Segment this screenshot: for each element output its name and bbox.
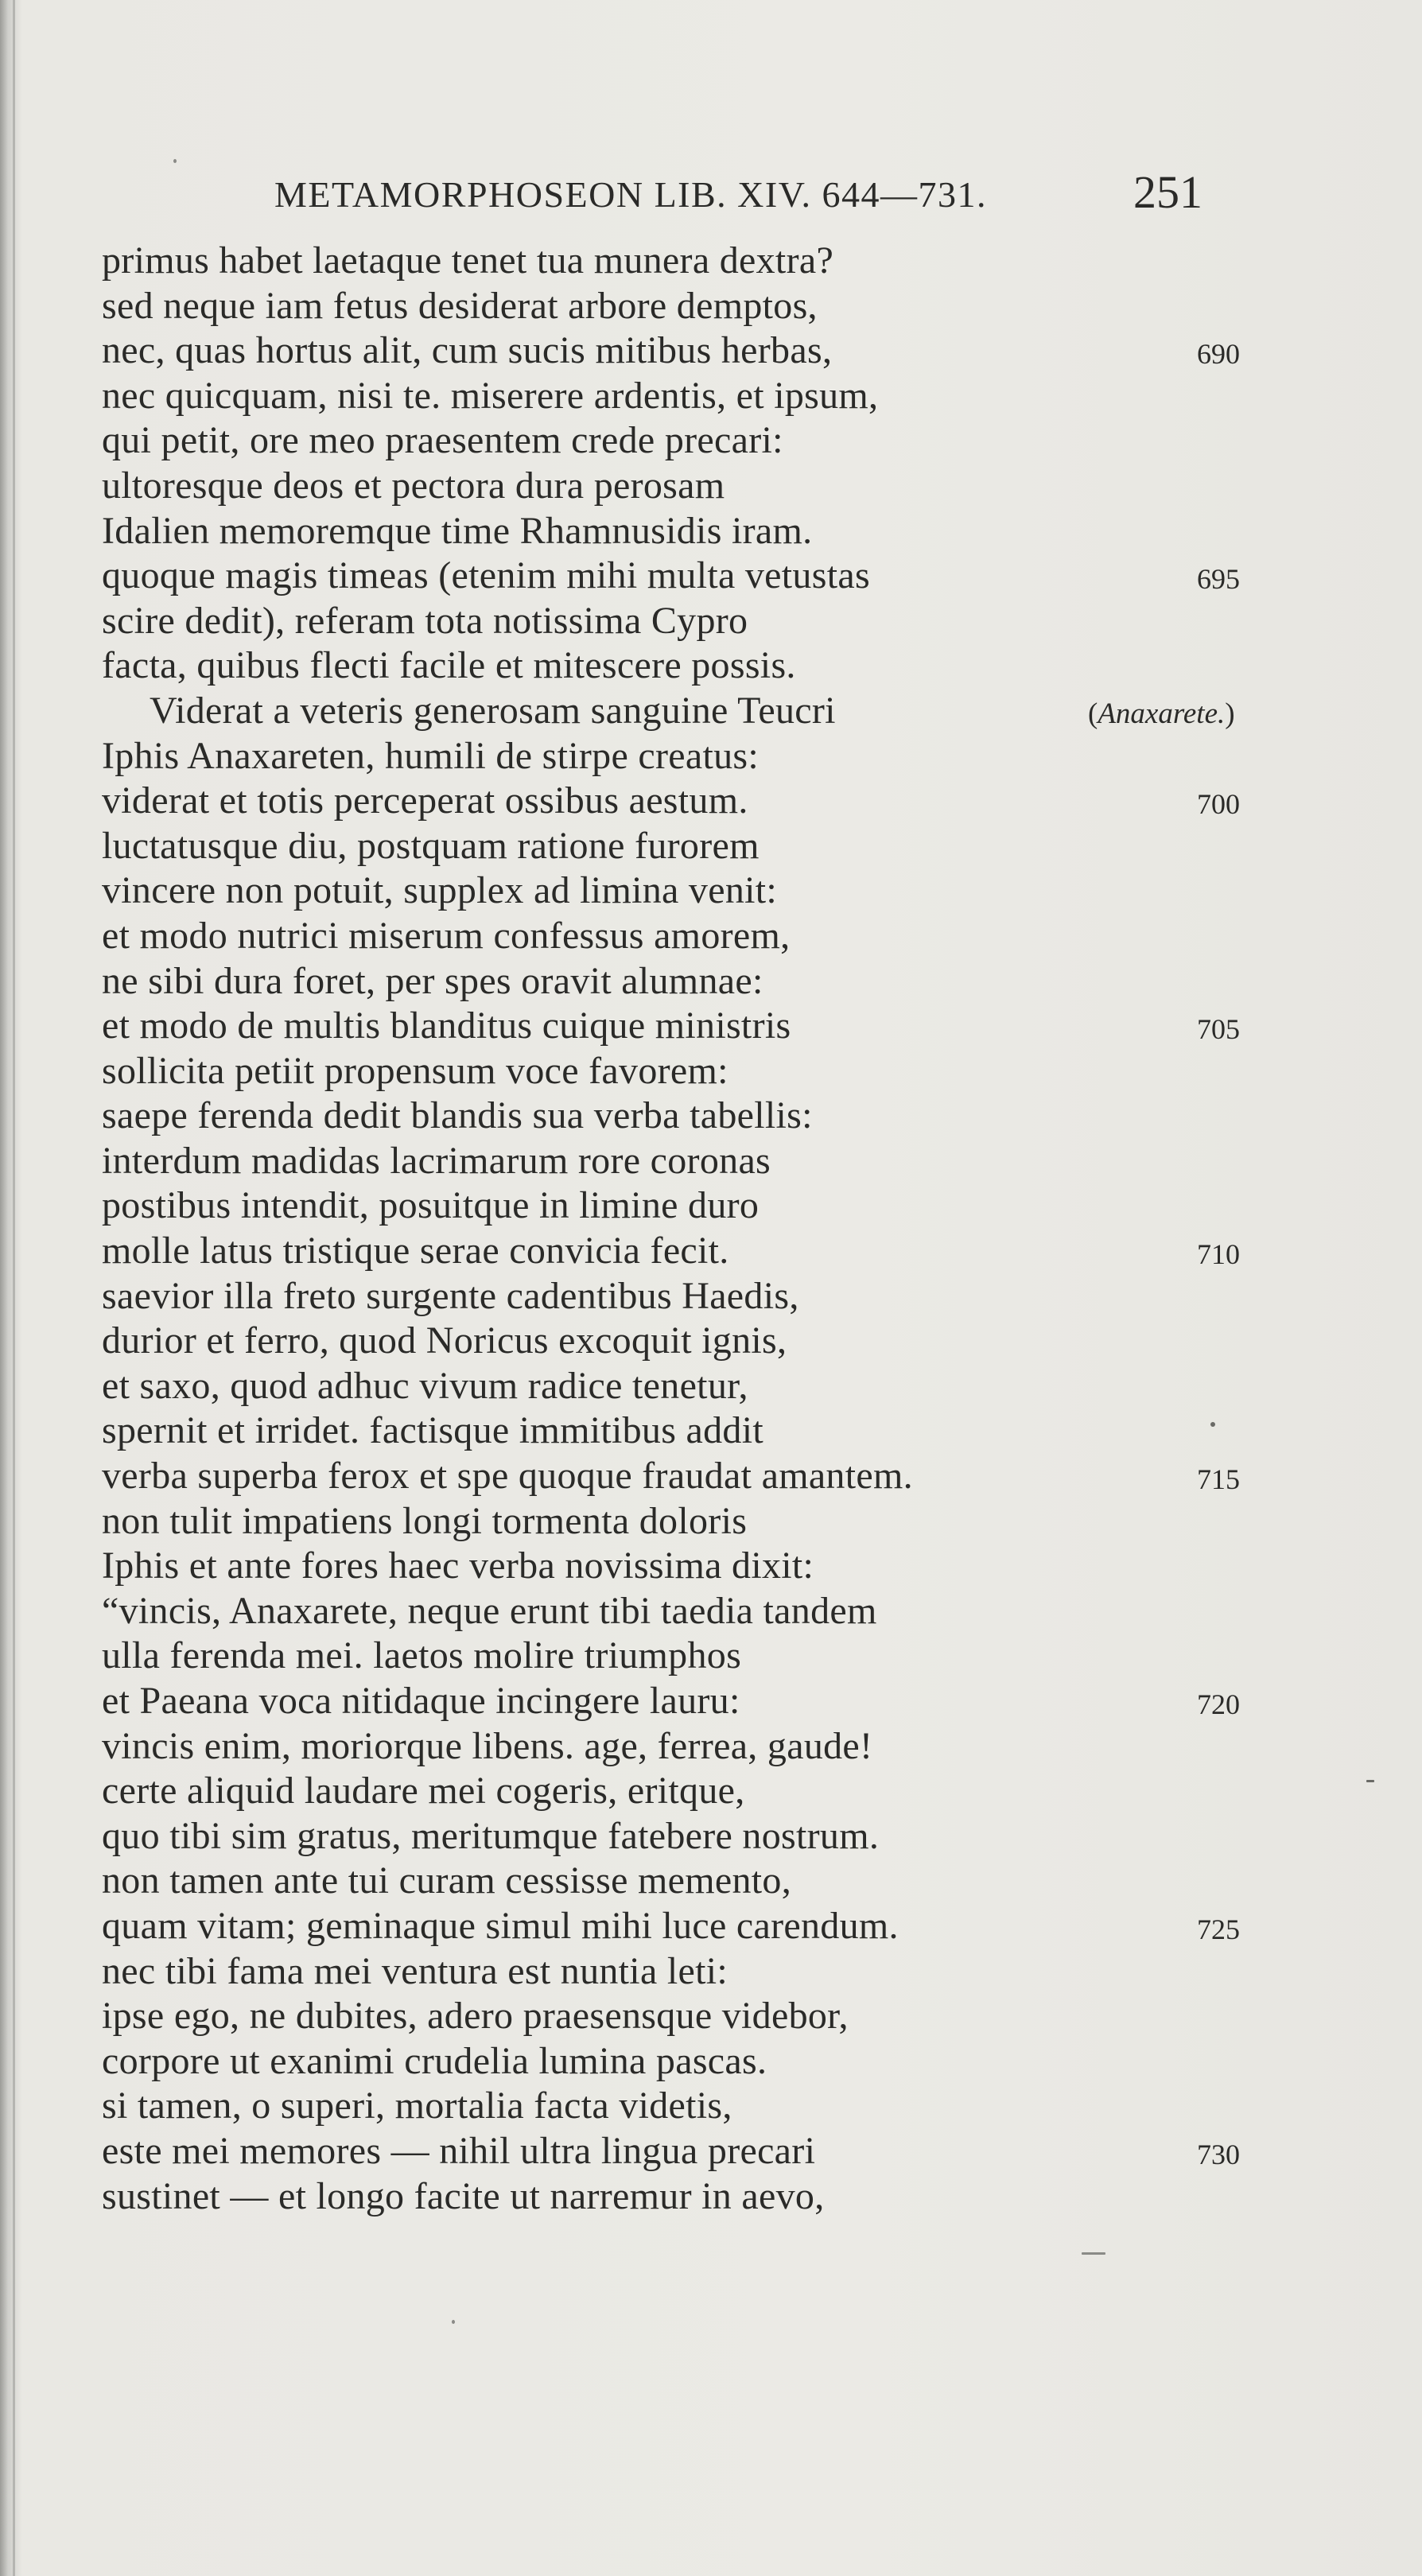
verse-text: non tulit impatiens longi tormenta doloris xyxy=(102,1499,748,1542)
line-number: 730 xyxy=(1197,2138,1240,2170)
verse-text: scire dedit), referam tota notissima Cypro xyxy=(102,599,748,642)
verse-text: spernit et irridet. factisque immitibus addit xyxy=(102,1409,763,1452)
verse-line xyxy=(0,1769,1422,1814)
verse-line xyxy=(0,689,1422,734)
verse-line xyxy=(0,1094,1422,1139)
verse-line xyxy=(0,509,1422,554)
verse-line xyxy=(0,1274,1422,1319)
verse-text: non tamen ante tui curam cessisse memento, xyxy=(102,1859,792,1902)
verse-text: verba superba ferox et spe quoque fraudat amantem. xyxy=(102,1455,913,1498)
line-number: 700 xyxy=(1197,788,1240,821)
verse-text: “vincis, Anaxarete, neque erunt tibi taedia tandem xyxy=(102,1589,877,1632)
verse-line xyxy=(0,1589,1422,1634)
note-text: Anaxarete. xyxy=(1098,697,1226,730)
ink-speck xyxy=(1210,1422,1215,1427)
verse-line xyxy=(0,1814,1422,1859)
verse-line xyxy=(0,284,1422,329)
line-number: 720 xyxy=(1197,1688,1240,1720)
line-number: 725 xyxy=(1197,1913,1240,1945)
line-number: 695 xyxy=(1197,563,1240,596)
verse-text: ipse ego, ne dubites, adero praesensque videbor, xyxy=(102,1995,849,2038)
verse-text: qui petit, ore meo praesentem crede precari: xyxy=(102,419,783,462)
verse-text: vincis enim, moriorque libens. age, ferrea, gaude! xyxy=(102,1724,873,1767)
verse-line xyxy=(0,959,1422,1004)
verse-text: interdum madidas lacrimarum rore coronas xyxy=(102,1139,771,1182)
page-header xyxy=(0,165,1422,221)
verse-text: luctatusque diu, postquam ratione furorem xyxy=(102,824,760,867)
verse-text: sollicita petiit propensum voce favorem: xyxy=(102,1049,728,1092)
verse-text: primus habet laetaque tenet tua munera dextra? xyxy=(102,239,834,282)
verse-text: durior et ferro, quod Noricus excoquit ignis, xyxy=(102,1319,787,1362)
verse-text: vincere non potuit, supplex ad limina venit: xyxy=(102,869,778,912)
verse-line xyxy=(0,1499,1422,1544)
verse-text: saepe ferenda dedit blandis sua verba tabellis: xyxy=(102,1094,813,1137)
verse-text: Viderat a veteris generosam sanguine Teucri xyxy=(150,689,836,732)
verse-text: sed neque iam fetus desiderat arbore demptos, xyxy=(102,284,818,327)
verse-line xyxy=(0,1139,1422,1184)
line-number: 690 xyxy=(1197,338,1240,371)
verse-line xyxy=(0,1004,1422,1049)
note-paren-open: ( xyxy=(1088,697,1098,730)
verse-line xyxy=(0,1859,1422,1904)
verse-line xyxy=(0,554,1422,599)
verse-text: si tamen, o superi, mortalia facta videtis, xyxy=(102,2085,732,2127)
verse-line xyxy=(0,1904,1422,1949)
verse-line xyxy=(0,1679,1422,1724)
verse-line xyxy=(0,914,1422,959)
verse-text: postibus intendit, posuitque in limine duro xyxy=(102,1184,760,1227)
verse-text: quo tibi sim gratus, meritumque fatebere nostrum. xyxy=(102,1814,880,1857)
verse-line xyxy=(0,868,1422,914)
ink-speck xyxy=(452,2320,455,2324)
verse-text: Iphis Anaxareten, humili de stirpe creatus: xyxy=(102,734,759,777)
ink-speck xyxy=(1366,1780,1374,1782)
verse-text: et modo nutrici miserum confessus amorem, xyxy=(102,914,791,957)
verse-line xyxy=(0,1544,1422,1589)
verse-line xyxy=(0,1183,1422,1229)
verse-line xyxy=(0,239,1422,284)
verse-text: viderat et totis perceperat ossibus aestum. xyxy=(102,779,748,822)
verse-text: corpore ut exanimi crudelia lumina pascas. xyxy=(102,2039,767,2082)
verse-line xyxy=(0,464,1422,509)
verse-line xyxy=(0,1994,1422,2039)
verse-line xyxy=(0,1319,1422,1364)
ink-speck xyxy=(173,159,177,163)
verse-line xyxy=(0,643,1422,689)
running-title: METAMORPHOSEON LIB. XIV. 644—731. xyxy=(274,174,988,215)
line-number: 710 xyxy=(1197,1238,1240,1271)
ink-speck xyxy=(1082,2252,1105,2255)
verse-text: Idalien memoremque time Rhamnusidis iram. xyxy=(102,509,813,552)
verse-text: quam vitam; geminaque simul mihi luce carendum. xyxy=(102,1904,899,1947)
verse-line xyxy=(0,2039,1422,2085)
verse-line xyxy=(0,1634,1422,1679)
verse-text: nec, quas hortus alit, cum sucis mitibus herbas, xyxy=(102,329,833,372)
verse-text: nec tibi fama mei ventura est nuntia leti: xyxy=(102,1949,728,1992)
verse-line xyxy=(0,1724,1422,1770)
verse-line xyxy=(0,2084,1422,2129)
verse-line xyxy=(0,599,1422,644)
verse-line xyxy=(0,824,1422,869)
verse-text: et saxo, quod adhuc vivum radice tenetur, xyxy=(102,1364,748,1407)
note-paren-close: ) xyxy=(1225,697,1235,730)
verse-text: nec quicquam, nisi te. miserere ardentis, et ipsum, xyxy=(102,374,879,417)
verse-text: et Paeana voca nitidaque incingere lauru: xyxy=(102,1680,740,1722)
verse-line xyxy=(0,1229,1422,1274)
verse-block xyxy=(0,239,1422,2219)
verse-text: ulla ferenda mei. laetos molire triumphos xyxy=(102,1634,742,1677)
verse-text: ne sibi dura foret, per spes oravit alumnae: xyxy=(102,959,763,1002)
page-number: 251 xyxy=(1133,166,1202,218)
verse-line xyxy=(0,418,1422,464)
verse-line xyxy=(0,2129,1422,2174)
verse-line xyxy=(0,1454,1422,1499)
verse-line xyxy=(0,1408,1422,1454)
verse-text: certe aliquid laudare mei cogeris, eritque, xyxy=(102,1770,745,1813)
verse-text: Iphis et ante fores haec verba novissima dixit: xyxy=(102,1544,814,1587)
verse-text: quoque magis timeas (etenim mihi multa vetustas xyxy=(102,554,870,597)
verse-text: sustinet — et longo facite ut narremur in aevo, xyxy=(102,2174,825,2217)
verse-line xyxy=(0,2174,1422,2220)
verse-text: ultoresque deos et pectora dura perosam xyxy=(102,464,725,507)
marginal-note xyxy=(1088,697,1235,732)
verse-text: saevior illa freto surgente cadentibus Haedis, xyxy=(102,1274,799,1317)
verse-line xyxy=(0,328,1422,374)
verse-line xyxy=(0,779,1422,824)
verse-text: molle latus tristique serae convicia fecit. xyxy=(102,1230,729,1272)
verse-line xyxy=(0,1364,1422,1409)
line-number: 715 xyxy=(1197,1463,1240,1496)
verse-line xyxy=(0,734,1422,779)
verse-line xyxy=(0,1049,1422,1094)
verse-text: facta, quibus flecti facile et mitescere possis. xyxy=(102,644,796,687)
verse-line xyxy=(0,374,1422,419)
verse-text: et modo de multis blanditus cuique ministris xyxy=(102,1004,791,1047)
verse-line xyxy=(0,1949,1422,1995)
line-number: 705 xyxy=(1197,1013,1240,1046)
verse-text: este mei memores — nihil ultra lingua precari xyxy=(102,2129,816,2172)
